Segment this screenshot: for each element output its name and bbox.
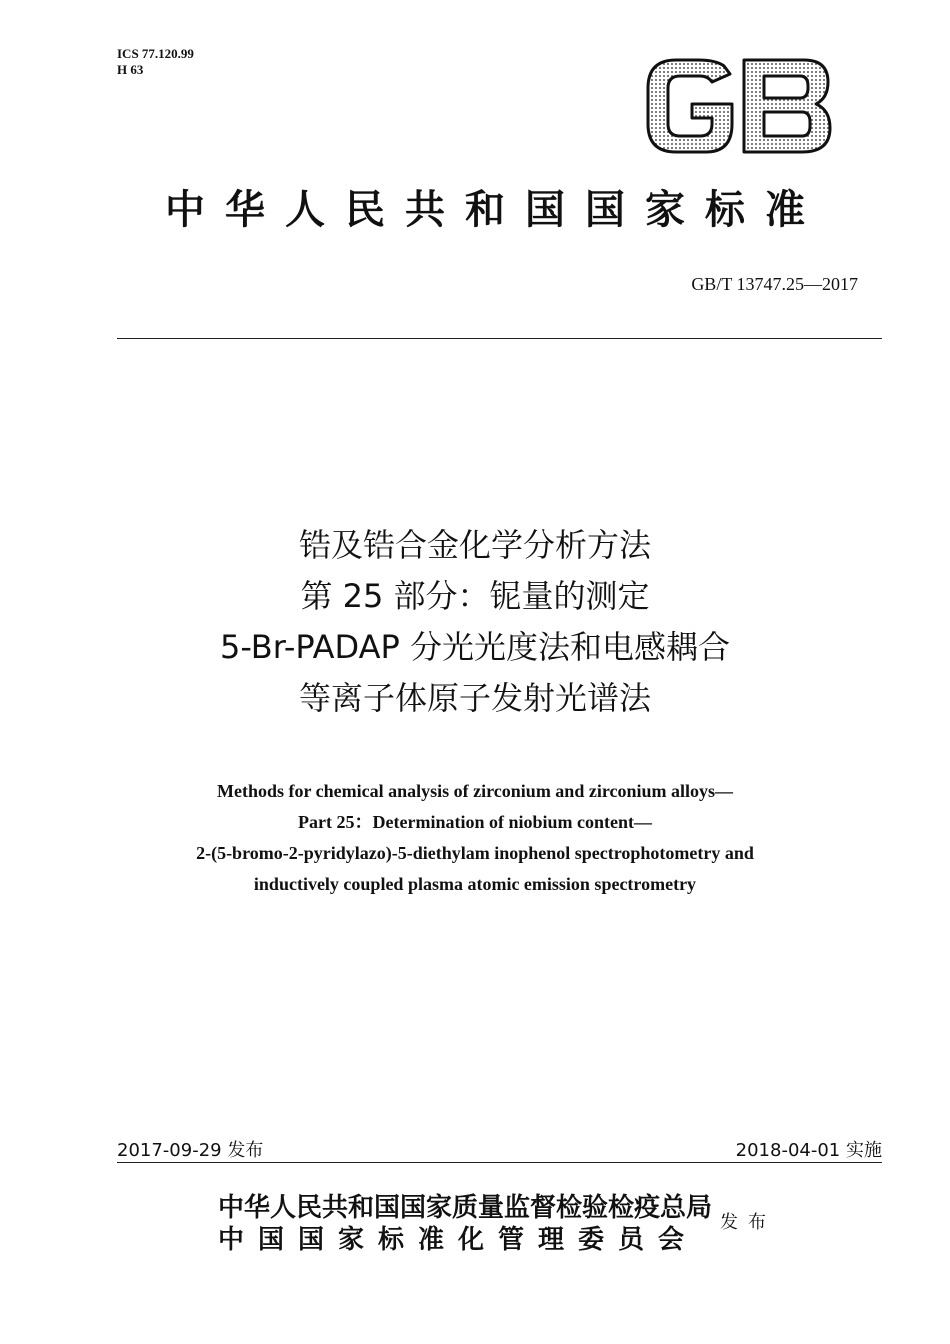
chinese-title-line: 等离子体原子发射光谱法 bbox=[298, 679, 651, 717]
english-title-line: Part 25：Determination of niobium content— bbox=[298, 812, 652, 832]
english-title-line: 2-(5-bromo-2-pyridylazo)-5-diethylam inophenol spectrophotometry and bbox=[196, 843, 754, 863]
chinese-title-line: 第 25 部分：铌量的测定 bbox=[300, 577, 650, 615]
standard-type-heading: 中华人民共和国国家标准 bbox=[165, 186, 825, 233]
standard-number: GB/T 13747.25—2017 bbox=[691, 274, 858, 294]
issuing-authorities bbox=[218, 1192, 712, 1256]
chinese-title bbox=[60, 520, 890, 724]
chinese-title-line: 锆及锆合金化学分析方法 bbox=[298, 526, 651, 564]
ics-code: ICS 77.120.99 bbox=[117, 46, 194, 61]
ccs-code: H 63 bbox=[117, 62, 144, 77]
issuer-name: 中国国家标准化管理委员会 bbox=[218, 1225, 699, 1255]
chinese-title-line: 5-Br-PADAP 分光光度法和电感耦合 bbox=[220, 628, 730, 666]
english-title bbox=[60, 776, 890, 900]
issuer-name: 中华人民共和国国家质量监督检验检疫总局 bbox=[218, 1193, 713, 1223]
english-title-line: inductively coupled plasma atomic emission spectrometry bbox=[253, 874, 697, 894]
issue-date: 2017-09-29 发布 bbox=[117, 1140, 264, 1161]
top-divider bbox=[117, 338, 882, 339]
publish-label: 发布 bbox=[720, 1212, 776, 1233]
english-title-line: Methods for chemical analysis of zirconium and zirconium alloys— bbox=[217, 781, 733, 801]
bottom-divider bbox=[117, 1162, 882, 1163]
classification-codes bbox=[117, 46, 194, 78]
implementation-date: 2018-04-01 实施 bbox=[735, 1140, 882, 1161]
gb-logo bbox=[642, 58, 834, 154]
